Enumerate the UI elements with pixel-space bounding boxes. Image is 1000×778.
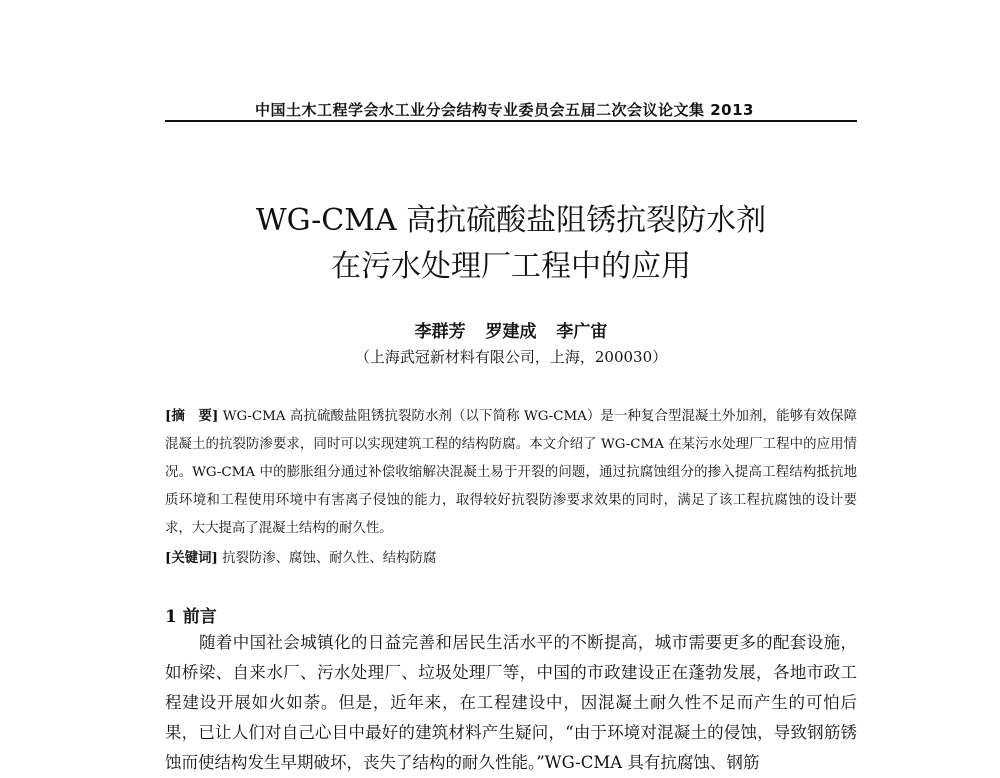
abstract bbox=[165, 402, 857, 543]
keywords bbox=[165, 547, 857, 566]
header-rule bbox=[165, 120, 857, 122]
abstract-label: [摘 要] bbox=[165, 408, 219, 424]
abstract-text: WG-CMA 高抗硫酸盐阻锈抗裂防水剂（以下简称 WG-CMA）是一种复合型混凝土外加剂，能够有效保障混凝土的抗裂防渗要求，同时可以实现建筑工程的结构防腐。本文介绍了 WG-CMA 在某污水处理厂工程中的应用情况。WG-CMA 中的膨胀组分通过补偿收缩解决混凝土易于开裂的问题，通过抗腐蚀组分的掺入提高工程结构抵抗地质环境和工程使用环境中有害离子侵蚀的能力，取得较好抗裂防渗要求效果的同时，满足了该工程抗腐蚀的设计要求，大大提高了混凝土结构的耐久性。 bbox=[165, 409, 857, 536]
keywords-text: 抗裂防渗、腐蚀、耐久性、结构防腐 bbox=[222, 551, 437, 566]
keywords-label: [关键词] bbox=[165, 550, 218, 566]
section-heading: 1 前言 bbox=[165, 607, 217, 627]
affiliation: （上海武冠新材料有限公司，上海，200030） bbox=[354, 348, 668, 366]
paper-title-line-1: WG-CMA 高抗硫酸盐阻锈抗裂防水剂 bbox=[255, 203, 767, 238]
running-header: 中国土木工程学会水工业分会结构专业委员会五届二次会议论文集 2013 bbox=[255, 101, 754, 119]
authors: 李群芳 罗建成 李广宙 bbox=[414, 322, 608, 342]
section-body-text: 随着中国社会城镇化的日益完善和居民生活水平的不断提高，城市需要更多的配套设施，如桥梁、自来水厂、污水处理厂、垃圾处理厂等，中国的市政建设正在蓬勃发展，各地市政工程建设开展如火如荼。但是，近年来，在工程建设中，因混凝土耐久性不足而产生的可怕后果，已让人们对自己心目中最好的建筑材料产生疑问，“由于环境对混凝土的侵蚀，导致钢筋锈蚀而使结构发生早期破坏，丧失了结构的耐久性能。”WG-CMA 具有抗腐蚀、钢筋 bbox=[165, 633, 857, 772]
paper-title-line-2: 在污水处理厂工程中的应用 bbox=[331, 249, 691, 284]
